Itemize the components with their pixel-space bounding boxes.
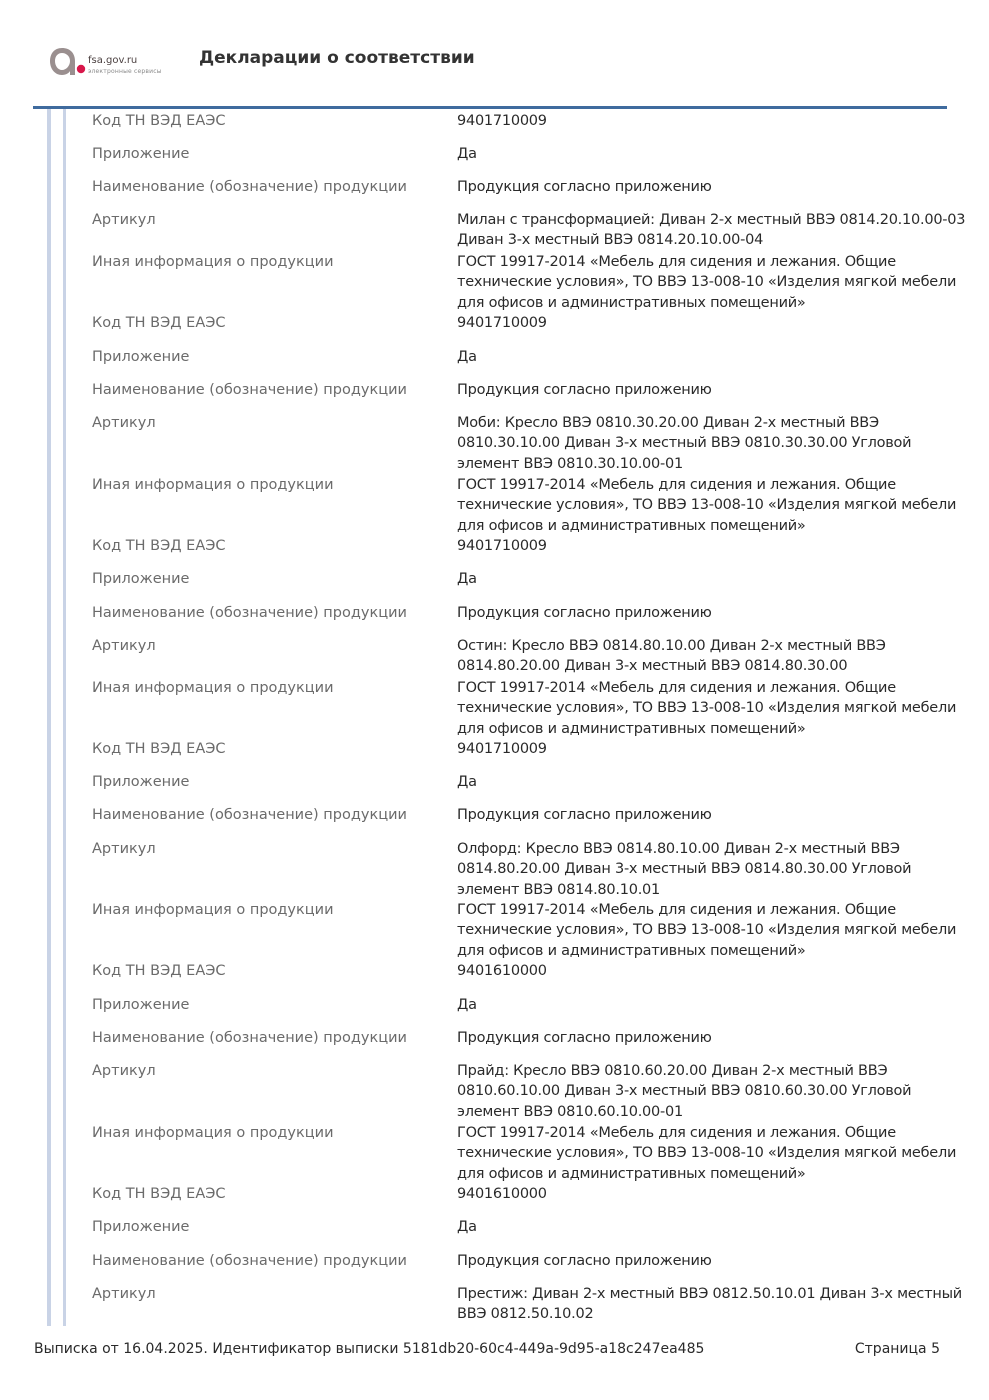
attribute-label: Иная информация о продукции: [92, 254, 334, 270]
attribute-value: 9401710009: [457, 113, 547, 129]
logo-text: fsa.gov.ru: [88, 55, 138, 66]
left-margin-bar-inner: [63, 109, 66, 1326]
attribute-value: 9401610000: [457, 1186, 547, 1202]
attribute-label: Код ТН ВЭД ЕАЭС: [92, 538, 226, 554]
extract-info: Выписка от 16.04.2025. Идентификатор выписки 5181db20-60c4-449a-9d95-a18c247ea485: [34, 1341, 705, 1357]
attribute-value: 9401710009: [457, 538, 547, 554]
attribute-label: Наименование (обозначение) продукции: [92, 382, 407, 398]
attribute-label: Приложение: [92, 146, 190, 162]
left-margin-bar: [47, 109, 51, 1326]
page-header: [0, 0, 989, 110]
attribute-value: ГОСТ 19917-2014 «Мебель для сидения и лежания. Общие технические условия», ТО ВВЭ 13-008-10 «Изделия мягкой мебели для офисов и административных помещений»: [457, 1125, 957, 1182]
attribute-value: Да: [457, 1219, 477, 1235]
attribute-label: Иная информация о продукции: [92, 477, 334, 493]
attribute-value: Да: [457, 146, 477, 162]
attribute-value: Олфорд: Кресло ВВЭ 0814.80.10.00 Диван 2-х местный ВВЭ 0814.80.20.00 Диван 3-х местный ВВЭ 0814.80.30.00 Угловой элемент ВВЭ 0814.80.10.01: [457, 841, 912, 898]
attribute-label: Иная информация о продукции: [92, 902, 334, 918]
attribute-label: Наименование (обозначение) продукции: [92, 1253, 407, 1269]
attribute-label: Артикул: [92, 1063, 156, 1079]
attribute-label: Код ТН ВЭД ЕАЭС: [92, 113, 226, 129]
attribute-label: Код ТН ВЭД ЕАЭС: [92, 315, 226, 331]
attribute-label: Артикул: [92, 1286, 156, 1302]
attribute-value: Престиж: Диван 2-х местный ВВЭ 0812.50.10.01 Диван 3-х местный ВВЭ 0812.50.10.02: [457, 1286, 962, 1323]
attribute-label: Иная информация о продукции: [92, 1125, 334, 1141]
attribute-value: Прайд: Кресло ВВЭ 0810.60.20.00 Диван 2-х местный ВВЭ 0810.60.10.00 Диван 3-х местный ВВЭ 0810.60.30.00 Угловой элемент ВВЭ 0810.60.10.00-01: [457, 1063, 912, 1120]
page-title: Декларации о соответствии: [199, 48, 475, 68]
attribute-label: Приложение: [92, 349, 190, 365]
attribute-label: Наименование (обозначение) продукции: [92, 605, 407, 621]
fsa-logo: [46, 44, 176, 92]
attribute-value: Остин: Кресло ВВЭ 0814.80.10.00 Диван 2-х местный ВВЭ 0814.80.20.00 Диван 3-х местный ВВЭ 0814.80.30.00: [457, 638, 886, 675]
page-footer: [34, 1341, 940, 1363]
attribute-value: ГОСТ 19917-2014 «Мебель для сидения и лежания. Общие технические условия», ТО ВВЭ 13-008-10 «Изделия мягкой мебели для офисов и административных помещений»: [457, 477, 957, 534]
attribute-value: Да: [457, 571, 477, 587]
attribute-value: Продукция согласно приложению: [457, 605, 712, 621]
attribute-label: Артикул: [92, 638, 156, 654]
attribute-label: Код ТН ВЭД ЕАЭС: [92, 741, 226, 757]
attribute-value: 9401710009: [457, 315, 547, 331]
attribute-label: Иная информация о продукции: [92, 680, 334, 696]
attribute-value: Продукция согласно приложению: [457, 807, 712, 823]
attribute-value: Да: [457, 349, 477, 365]
attribute-label: Артикул: [92, 841, 156, 857]
attribute-value: Продукция согласно приложению: [457, 382, 712, 398]
attribute-value: Продукция согласно приложению: [457, 179, 712, 195]
attribute-value: Продукция согласно приложению: [457, 1030, 712, 1046]
attribute-value: ГОСТ 19917-2014 «Мебель для сидения и лежания. Общие технические условия», ТО ВВЭ 13-008-10 «Изделия мягкой мебели для офисов и административных помещений»: [457, 902, 957, 959]
attribute-label: Приложение: [92, 571, 190, 587]
fsa-logo-icon: [46, 44, 86, 78]
attribute-label: Приложение: [92, 997, 190, 1013]
attribute-label: Артикул: [92, 212, 156, 228]
header-divider: [33, 106, 947, 109]
attribute-value: ГОСТ 19917-2014 «Мебель для сидения и лежания. Общие технические условия», ТО ВВЭ 13-008-10 «Изделия мягкой мебели для офисов и административных помещений»: [457, 680, 957, 737]
attribute-value: 9401710009: [457, 741, 547, 757]
logo-subtext: электронные сервисы: [88, 68, 162, 75]
attribute-label: Наименование (обозначение) продукции: [92, 179, 407, 195]
attribute-label: Наименование (обозначение) продукции: [92, 807, 407, 823]
attribute-label: Наименование (обозначение) продукции: [92, 1030, 407, 1046]
attribute-label: Приложение: [92, 774, 190, 790]
attribute-label: Код ТН ВЭД ЕАЭС: [92, 963, 226, 979]
attribute-label: Артикул: [92, 415, 156, 431]
attribute-value: Милан с трансформацией: Диван 2-х местный ВВЭ 0814.20.10.00-03 Диван 3-х местный ВВЭ 0814.20.10.00-04: [457, 212, 966, 249]
attribute-value: Да: [457, 774, 477, 790]
attribute-value: ГОСТ 19917-2014 «Мебель для сидения и лежания. Общие технические условия», ТО ВВЭ 13-008-10 «Изделия мягкой мебели для офисов и административных помещений»: [457, 254, 957, 311]
attribute-value: Моби: Кресло ВВЭ 0810.30.20.00 Диван 2-х местный ВВЭ 0810.30.10.00 Диван 3-х местный ВВЭ 0810.30.30.00 Угловой элемент ВВЭ 0810.30.10.00-01: [457, 415, 912, 472]
attribute-label: Код ТН ВЭД ЕАЭС: [92, 1186, 226, 1202]
attribute-value: Продукция согласно приложению: [457, 1253, 712, 1269]
attribute-value: Да: [457, 997, 477, 1013]
attribute-value: 9401610000: [457, 963, 547, 979]
page-number: Страница 5: [854, 1341, 940, 1357]
attribute-label: Приложение: [92, 1219, 190, 1235]
